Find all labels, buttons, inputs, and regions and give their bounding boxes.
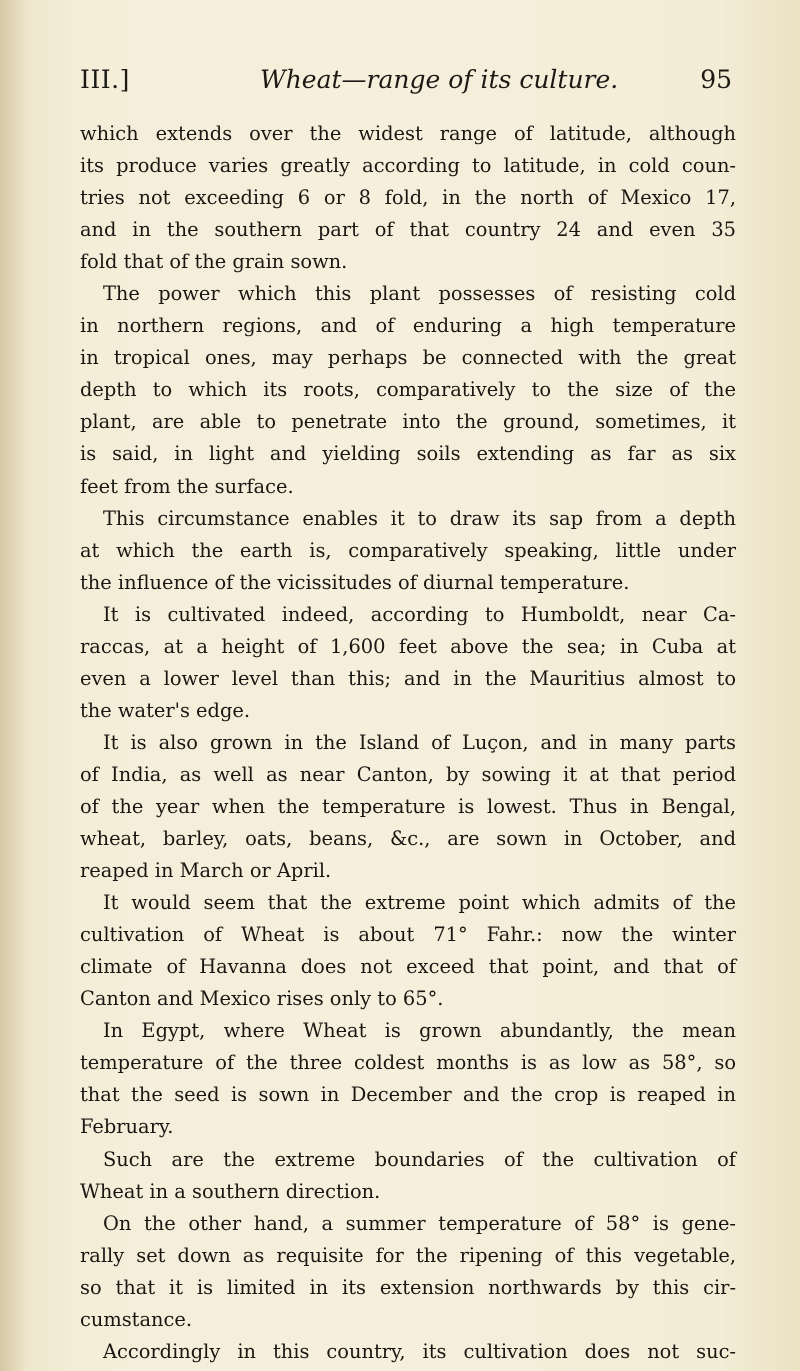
text-line: The power which this plant possesses of resisting cold: [103, 282, 736, 306]
text-line: so that it is limited in its extension northwards by this cir-: [80, 1275, 736, 1299]
text-line: fold that of the grain sown.: [80, 250, 348, 274]
text-line: reaped in March or April.: [80, 859, 332, 883]
text-line: This circumstance enables it to draw its sap from a depth: [103, 506, 736, 530]
text-line: its produce varies greatly according to latitude, in cold coun-: [80, 154, 736, 178]
page-number: 95: [700, 65, 732, 94]
body-text: [80, 118, 736, 1368]
text-line: Accordingly in this country, its cultivation does not suc-: [103, 1339, 736, 1363]
text-line: depth to which its roots, comparatively to the size of the: [80, 378, 736, 402]
text-line: temperature of the three coldest months is as low as 58°, so: [80, 1051, 736, 1075]
running-title: Wheat—range of its culture.: [260, 65, 619, 94]
text-line: plant, are able to penetrate into the ground, sometimes, it: [80, 410, 736, 434]
text-line: feet from the surface.: [80, 474, 294, 498]
text-line: tries not exceeding 6 or 8 fold, in the north of Mexico 17,: [80, 186, 736, 210]
text-line: in northern regions, and of enduring a high temperature: [80, 314, 736, 338]
text-line: in tropical ones, may perhaps be connected with the great: [80, 346, 736, 370]
text-line: which extends over the widest range of latitude, although: [80, 122, 736, 145]
text-line: Such are the extreme boundaries of the cultivation of: [103, 1147, 736, 1171]
text-line: even a lower level than this; and in the Mauritius almost to: [80, 666, 736, 690]
text-line: the influence of the vicissitudes of diurnal temperature.: [80, 570, 630, 594]
running-header: [80, 65, 732, 105]
text-line: Wheat in a southern direction.: [80, 1179, 381, 1203]
text-line: that the seed is sown in December and the crop is reaped in: [80, 1083, 736, 1107]
text-line: It would seem that the extreme point which admits of the: [103, 891, 736, 915]
text-line: of the year when the temperature is lowest. Thus in Bengal,: [80, 794, 736, 818]
text-line: and in the southern part of that country 24 and even 35: [80, 218, 736, 242]
text-line: rally set down as requisite for the ripening of this vegetable,: [80, 1243, 736, 1267]
text-line: Canton and Mexico rises only to 65°.: [80, 987, 444, 1011]
text-line: wheat, barley, oats, beans, &c., are sown in October, and: [80, 827, 736, 851]
text-line: the water's edge.: [80, 698, 250, 722]
text-line: is said, in light and yielding soils extending as far as six: [80, 442, 736, 466]
chapter-number: III.]: [80, 65, 130, 94]
text-line: cumstance.: [80, 1307, 193, 1331]
text-line: It is also grown in the Island of Luçon, and in many parts: [103, 730, 736, 754]
text-line: cultivation of Wheat is about 71° Fahr.: now the winter: [80, 923, 736, 947]
text-line: of India, as well as near Canton, by sowing it at that period: [80, 762, 736, 786]
text-line: On the other hand, a summer temperature of 58° is gene-: [103, 1211, 736, 1235]
text-line: raccas, at a height of 1,600 feet above the sea; in Cuba at: [80, 634, 736, 658]
text-line: In Egypt, where Wheat is grown abundantly, the mean: [103, 1019, 736, 1043]
text-line: It is cultivated indeed, according to Humboldt, near Ca-: [103, 602, 736, 626]
text-line: climate of Havanna does not exceed that point, and that of: [80, 955, 736, 979]
text-line: February.: [80, 1115, 174, 1139]
text-line: at which the earth is, comparatively speaking, little under: [80, 538, 736, 562]
